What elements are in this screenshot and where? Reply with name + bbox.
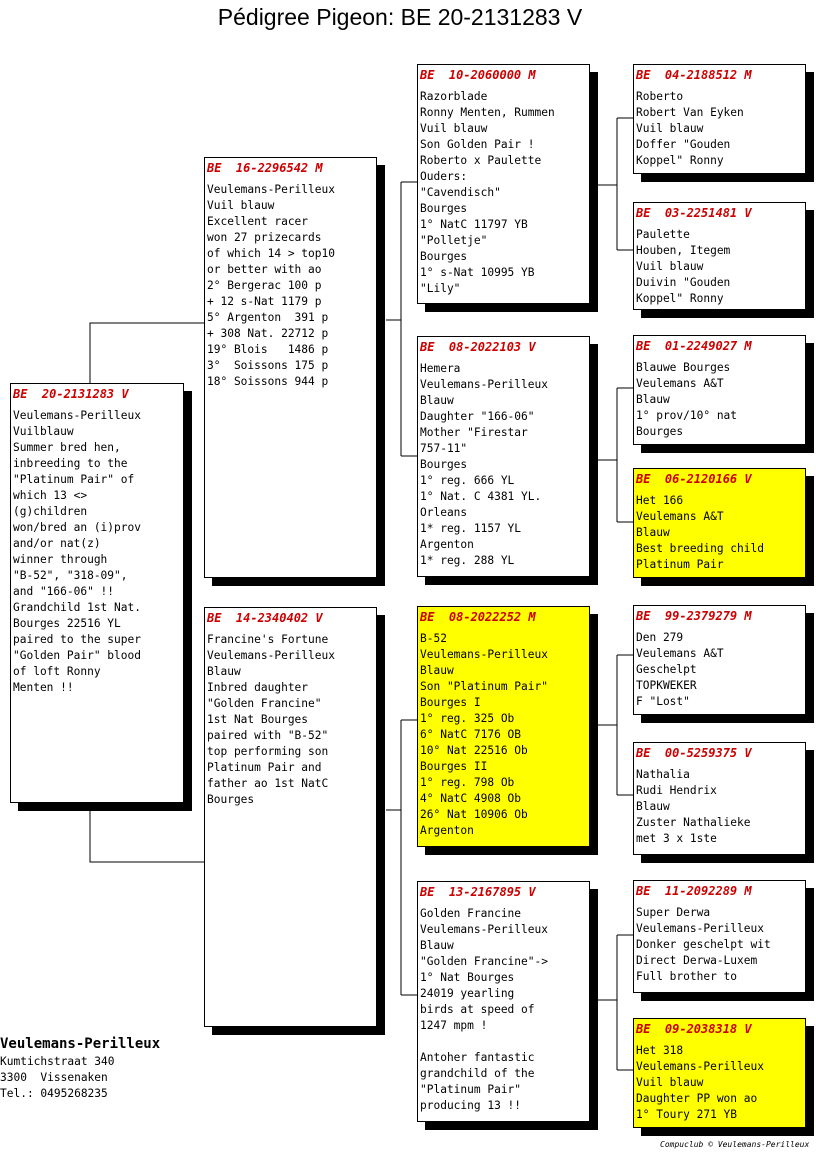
detail-line: Koppel" Ronny [636, 154, 724, 167]
detail-line: Duivin "Gouden [636, 276, 731, 289]
pigeon-details [13, 408, 181, 696]
breeder-street: Kumtichstraat 340 [0, 1055, 115, 1068]
ring-number: BE 04-2188512 M [636, 68, 752, 82]
detail-line: 1° Toury 271 YB [636, 1108, 738, 1121]
detail-line: Zuster Nathalieke [636, 816, 751, 829]
detail-line: Doffer "Gouden [636, 138, 731, 151]
detail-line: Roberto x Paulette [420, 154, 542, 167]
pigeon-details [636, 227, 803, 307]
breeder-info [0, 1034, 160, 1102]
pigeon-details [636, 1043, 803, 1123]
pigeon-card-mfm[interactable] [633, 742, 806, 855]
detail-line [420, 1034, 587, 1050]
ring-number: BE 00-5259375 V [636, 746, 752, 760]
detail-line: Nathalia [636, 768, 690, 781]
detail-line: Vuil blauw [207, 199, 275, 212]
detail-line: 4° NatC 4908 Ob [420, 792, 522, 805]
detail-line: Roberto [636, 90, 684, 103]
detail-line: Blauw [636, 393, 670, 406]
detail-line: Veulemans-Perilleux [420, 923, 548, 936]
detail-line: Grandchild 1st Nat. [13, 601, 141, 614]
pigeon-card-fff[interactable] [633, 64, 806, 174]
detail-line: Vuil blauw [420, 122, 488, 135]
ring-number: BE 11-2092289 M [636, 884, 752, 898]
detail-line: Veulemans A&T [636, 647, 724, 660]
detail-line: 5° Argenton 391 p [207, 311, 329, 324]
detail-line: Razorblade [420, 90, 488, 103]
footer-credit: Compuclub © Veulemans-Perilleux [660, 1140, 810, 1149]
detail-line: and/or nat(z) [13, 537, 101, 550]
detail-line: Golden Francine [420, 907, 522, 920]
detail-line: Bourges [420, 458, 468, 471]
detail-line: 1* reg. 288 YL [420, 554, 515, 567]
page-title: Pédigree Pigeon: BE 20-2131283 V [217, 4, 583, 30]
detail-line: Ouders: [420, 170, 468, 183]
detail-line: Het 166 [636, 494, 684, 507]
detail-line: 1° reg. 666 YL [420, 474, 515, 487]
detail-line: inbreeding to the [13, 457, 128, 470]
pigeon-card-mmm[interactable] [633, 1018, 806, 1128]
detail-line: winner through [13, 553, 108, 566]
detail-line: 1247 mpm ! [420, 1019, 488, 1032]
detail-line: Argenton [420, 538, 474, 551]
pigeon-details [420, 631, 587, 839]
ring-number: BE 13-2167895 V [420, 885, 536, 899]
detail-line: 1° s-Nat 10995 YB [420, 266, 535, 279]
pigeon-card-fmm[interactable] [633, 468, 806, 578]
detail-line: + 12 s-Nat 1179 p [207, 295, 322, 308]
detail-line: Het 318 [636, 1044, 684, 1057]
detail-line: Veulemans A&T [636, 377, 724, 390]
detail-line: Veulemans-Perilleux [636, 1060, 764, 1073]
detail-line: Excellent racer [207, 215, 309, 228]
detail-line: met 3 x 1ste [636, 832, 717, 845]
detail-line: 2° Bergerac 100 p [207, 279, 322, 292]
detail-line: Summer bred hen, [13, 441, 121, 454]
ring-number: BE 08-2022252 M [420, 610, 536, 624]
detail-line: Hemera [420, 362, 461, 375]
pigeon-card-mother[interactable] [204, 607, 377, 1027]
detail-line: Platinum Pair and [207, 761, 322, 774]
detail-line: "B-52", "318-09", [13, 569, 128, 582]
detail-line: Veulemans-Perilleux [420, 648, 548, 661]
detail-line: Blauwe Bourges [636, 361, 731, 374]
detail-line: "Golden Francine"-> [420, 955, 548, 968]
pigeon-card-ff[interactable] [417, 64, 590, 304]
detail-line: 1° Nat Bourges [420, 971, 515, 984]
ring-number: BE 16-2296542 M [207, 161, 323, 175]
detail-line: Son Golden Pair ! [420, 138, 535, 151]
detail-line: Koppel" Ronny [636, 292, 724, 305]
detail-line: Blauw [636, 526, 670, 539]
detail-line: Blauw [420, 939, 454, 952]
breeder-phone: Tel.: 0495268235 [0, 1087, 108, 1100]
detail-line: Geschelpt [636, 663, 697, 676]
detail-line: 1° prov/10° nat [636, 409, 738, 422]
connector-fm-parents [598, 388, 633, 522]
detail-line: Daughter PP won ao [636, 1092, 758, 1105]
detail-line: Bourges [207, 793, 255, 806]
breeder-city: 3300 Vissenaken [0, 1071, 108, 1084]
detail-line: Inbred daughter [207, 681, 309, 694]
pigeon-details [636, 905, 803, 985]
pigeon-card-mff[interactable] [633, 605, 806, 715]
pigeon-card-fmf[interactable] [633, 335, 806, 445]
detail-line: 18° Soissons 944 p [207, 375, 329, 388]
detail-line: 1* reg. 1157 YL [420, 522, 522, 535]
detail-line: Bourges [420, 250, 468, 263]
detail-line: 1° reg. 798 Ob [420, 776, 515, 789]
detail-line: Veulemans A&T [636, 510, 724, 523]
detail-line: 1° Nat. C 4381 YL. [420, 490, 542, 503]
detail-line: Blauw [420, 394, 454, 407]
connector-mm-parents [598, 935, 633, 1070]
detail-line: 10° Nat 22516 Ob [420, 744, 528, 757]
detail-line: Den 279 [636, 631, 684, 644]
detail-line: Daughter "166-06" [420, 410, 535, 423]
pigeon-details [636, 767, 803, 847]
detail-line: F "Lost" [636, 695, 690, 708]
detail-line: "Platinum Pair" of [13, 473, 135, 486]
detail-line: of loft Ronny [13, 665, 101, 678]
detail-line: won/bred an (i)prov [13, 521, 141, 534]
connector-mf-parents [598, 655, 633, 795]
pigeon-details [207, 182, 374, 390]
detail-line: Veulemans-Perilleux [636, 922, 764, 935]
pigeon-details [636, 360, 803, 440]
detail-line: Bourges [636, 425, 684, 438]
detail-line: paired to the super [13, 633, 141, 646]
detail-line: Orleans [420, 506, 468, 519]
ring-number: BE 09-2038318 V [636, 1022, 752, 1036]
pigeon-card-mm[interactable] [417, 881, 590, 1122]
connector-subject-mother [90, 810, 204, 862]
detail-line: "Golden Pair" blood [13, 649, 141, 662]
ring-number: BE 20-2131283 V [13, 387, 129, 401]
pigeon-details [636, 493, 803, 573]
detail-line: TOPKWEKER [636, 679, 697, 692]
ring-number: BE 10-2060000 M [420, 68, 536, 82]
detail-line: 1° reg. 325 Ob [420, 712, 515, 725]
detail-line: Antoher fantastic [420, 1051, 535, 1064]
pigeon-details [636, 89, 803, 169]
detail-line: and "166-06" !! [13, 585, 115, 598]
detail-line: Vuilblauw [13, 425, 74, 438]
detail-line: 19° Blois 1486 p [207, 343, 329, 356]
detail-line: Bourges I [420, 696, 481, 709]
detail-line: Menten !! [13, 681, 74, 694]
detail-line: Vuil blauw [636, 122, 704, 135]
pigeon-card-mf[interactable] [417, 606, 590, 847]
detail-line: Veulemans-Perilleux [207, 649, 335, 662]
detail-line: (g)children [13, 505, 88, 518]
pigeon-details [420, 906, 587, 1114]
detail-line: "Platinum Pair" [420, 1083, 522, 1096]
detail-line: Super Derwa [636, 906, 711, 919]
detail-line: Son "Platinum Pair" [420, 680, 548, 693]
detail-line: 757-11" [420, 442, 468, 455]
pigeon-details [420, 361, 587, 569]
detail-line: Argenton [420, 824, 474, 837]
detail-line: Paulette [636, 228, 690, 241]
ring-number: BE 03-2251481 V [636, 206, 752, 220]
ring-number: BE 06-2120166 V [636, 472, 752, 486]
detail-line: Francine's Fortune [207, 633, 329, 646]
ring-number: BE 99-2379279 M [636, 609, 752, 623]
detail-line: 26° Nat 10906 Ob [420, 808, 528, 821]
pigeon-card-ffm[interactable] [633, 202, 806, 310]
detail-line: producing 13 !! [420, 1099, 522, 1112]
detail-line: Vuil blauw [636, 1076, 704, 1089]
detail-line: grandchild of the [420, 1067, 535, 1080]
detail-line: birds at speed of [420, 1003, 535, 1016]
detail-line: Mother "Firestar [420, 426, 528, 439]
detail-line: Blauw [207, 665, 241, 678]
detail-line: 3° Soissons 175 p [207, 359, 329, 372]
detail-line: Direct Derwa-Luxem [636, 954, 758, 967]
detail-line: Best breeding child [636, 542, 764, 555]
detail-line: Platinum Pair [636, 558, 724, 571]
breeder-name: Veulemans-Perilleux [0, 1036, 161, 1052]
pigeon-card-subject[interactable] [10, 383, 184, 803]
detail-line: Rudi Hendrix [636, 784, 717, 797]
detail-line: of which 14 > top10 [207, 247, 335, 260]
detail-line: which 13 <> [13, 489, 88, 502]
pigeon-card-mmf[interactable] [633, 880, 806, 993]
detail-line: Ronny Menten, Rummen [420, 106, 555, 119]
detail-line: 1st Nat Bourges [207, 713, 309, 726]
detail-line: "Lily" [420, 282, 461, 295]
detail-line: Bourges II [420, 760, 488, 773]
detail-line: Vuil blauw [636, 260, 704, 273]
detail-line: "Cavendisch" [420, 186, 501, 199]
detail-line: "Golden Francine" [207, 697, 322, 710]
ring-number: BE 14-2340402 V [207, 611, 323, 625]
detail-line: Full brother to [636, 970, 738, 983]
detail-line: Blauw [636, 800, 670, 813]
detail-line: Houben, Itegem [636, 244, 731, 257]
pigeon-details [207, 632, 374, 808]
detail-line: B-52 [420, 632, 447, 645]
detail-line: Bourges [420, 202, 468, 215]
detail-line: 24019 yearling [420, 987, 515, 1000]
ring-number: BE 01-2249027 M [636, 339, 752, 353]
pigeon-details [420, 89, 587, 297]
detail-line: father ao 1st NatC [207, 777, 329, 790]
connector-subject-father [90, 323, 204, 383]
detail-line: Blauw [420, 664, 454, 677]
connector-ff-parents [598, 118, 633, 250]
detail-line: paired with "B-52" [207, 729, 329, 742]
detail-line: 6° NatC 7176 OB [420, 728, 522, 741]
detail-line: Veulemans-Perilleux [207, 183, 335, 196]
detail-line: 1° NatC 11797 YB [420, 218, 528, 231]
detail-line: or better with ao [207, 263, 322, 276]
detail-line: Veulemans-Perilleux [420, 378, 548, 391]
detail-line: top performing son [207, 745, 329, 758]
pigeon-card-fm[interactable] [417, 336, 590, 577]
detail-line: Veulemans-Perilleux [13, 409, 141, 422]
detail-line: + 308 Nat. 22712 p [207, 327, 329, 340]
detail-line: Robert Van Eyken [636, 106, 744, 119]
detail-line: "Polletje" [420, 234, 488, 247]
pigeon-card-father[interactable] [204, 157, 377, 578]
ring-number: BE 08-2022103 V [420, 340, 536, 354]
detail-line: Donker geschelpt wit [636, 938, 771, 951]
detail-line: won 27 prizecards [207, 231, 322, 244]
pigeon-details [636, 630, 803, 710]
detail-line: Bourges 22516 YL [13, 617, 121, 630]
